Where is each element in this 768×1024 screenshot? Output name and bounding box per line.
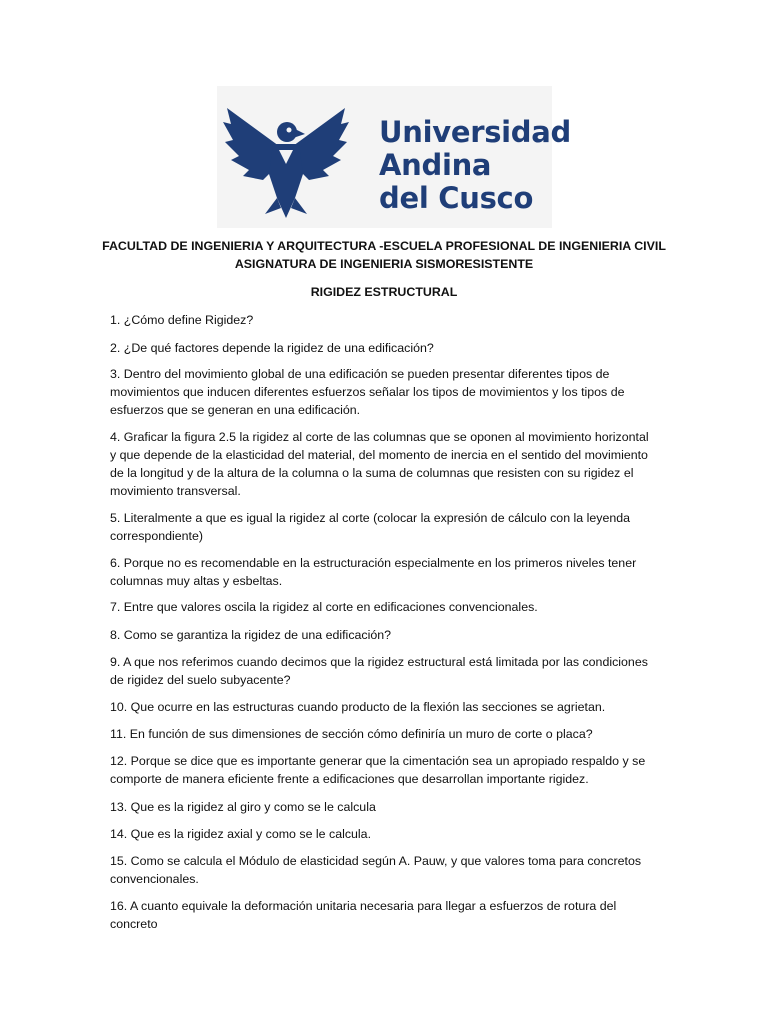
- question-1: 1. ¿Cómo define Rigidez?: [110, 313, 254, 327]
- page-title: RIGIDEZ ESTRUCTURAL: [310, 285, 458, 299]
- question-9: 9. A que nos referimos cuando decimos que la rigidez estructural está limitada por las condiciones de rigidez del suelo subyacente?: [110, 655, 648, 687]
- condor-emblem-icon: [221, 94, 351, 222]
- question-10: 10. Que ocurre en las estructuras cuando producto de la flexión las secciones se agrietan.: [110, 700, 606, 714]
- question-13: 13. Que es la rigidez al giro y como se le calcula: [110, 800, 376, 814]
- logo-wordmark: [379, 116, 571, 215]
- question-4: 4. Graficar la figura 2.5 la rigidez al corte de las columnas que se oponen al movimiento horizontal y que depende de la elasticidad del material, del momento de inercia en el sentido del movimiento de la longitud y de la altura de la columna o la suma de columnas que resisten con su rigidez el movimiento transversal.: [110, 430, 649, 498]
- question-5: 5. Literalmente a que es igual la rigidez al corte (colocar la expresión de cálculo con la leyenda correspondiente): [110, 511, 631, 543]
- question-3: 3. Dentro del movimiento global de una edificación se pueden presentar diferentes tipos de movimientos que inducen diferentes esfuerzos señalar los tipos de movimientos y los tipos de esfuerzos que se generan en una edificación.: [110, 367, 625, 417]
- question-16: 16. A cuanto equivale la deformación unitaria necesaria para llegar a esfuerzos de rotura del concreto: [110, 899, 617, 931]
- question-15: 15. Como se calcula el Módulo de elasticidad según A. Pauw, y que valores toma para concretos convencionales.: [110, 854, 642, 886]
- question-11: 11. En función de sus dimensiones de sección cómo definiría un muro de corte o placa?: [110, 727, 593, 741]
- question-6: 6. Porque no es recomendable en la estructuración especialmente en los primeros niveles tener columnas muy altas y esbeltas.: [110, 556, 637, 588]
- logo-line-2: Andina: [379, 148, 492, 182]
- question-2: 2. ¿De qué factores depende la rigidez de una edificación?: [110, 341, 434, 355]
- question-8: 8. Como se garantiza la rigidez de una edificación?: [110, 628, 392, 642]
- logo-line-1: Universidad: [379, 115, 571, 149]
- course-heading: ASIGNATURA DE INGENIERIA SISMORESISTENTE: [234, 257, 534, 271]
- question-14: 14. Que es la rigidez axial y como se le calcula.: [110, 827, 372, 841]
- question-12: 12. Porque se dice que es importante generar que la cimentación sea un apropiado respaldo y se comporte de manera eficiente frente a edificaciones que desarrollan importante rigidez.: [110, 754, 646, 786]
- logo-line-3: del Cusco: [379, 181, 534, 215]
- faculty-heading: FACULTAD DE INGENIERIA Y ARQUITECTURA -ESCUELA PROFESIONAL DE INGENIERIA CIVIL: [102, 239, 666, 253]
- university-logo: [217, 86, 571, 228]
- question-7: 7. Entre que valores oscila la rigidez al corte en edificaciones convencionales.: [110, 600, 538, 614]
